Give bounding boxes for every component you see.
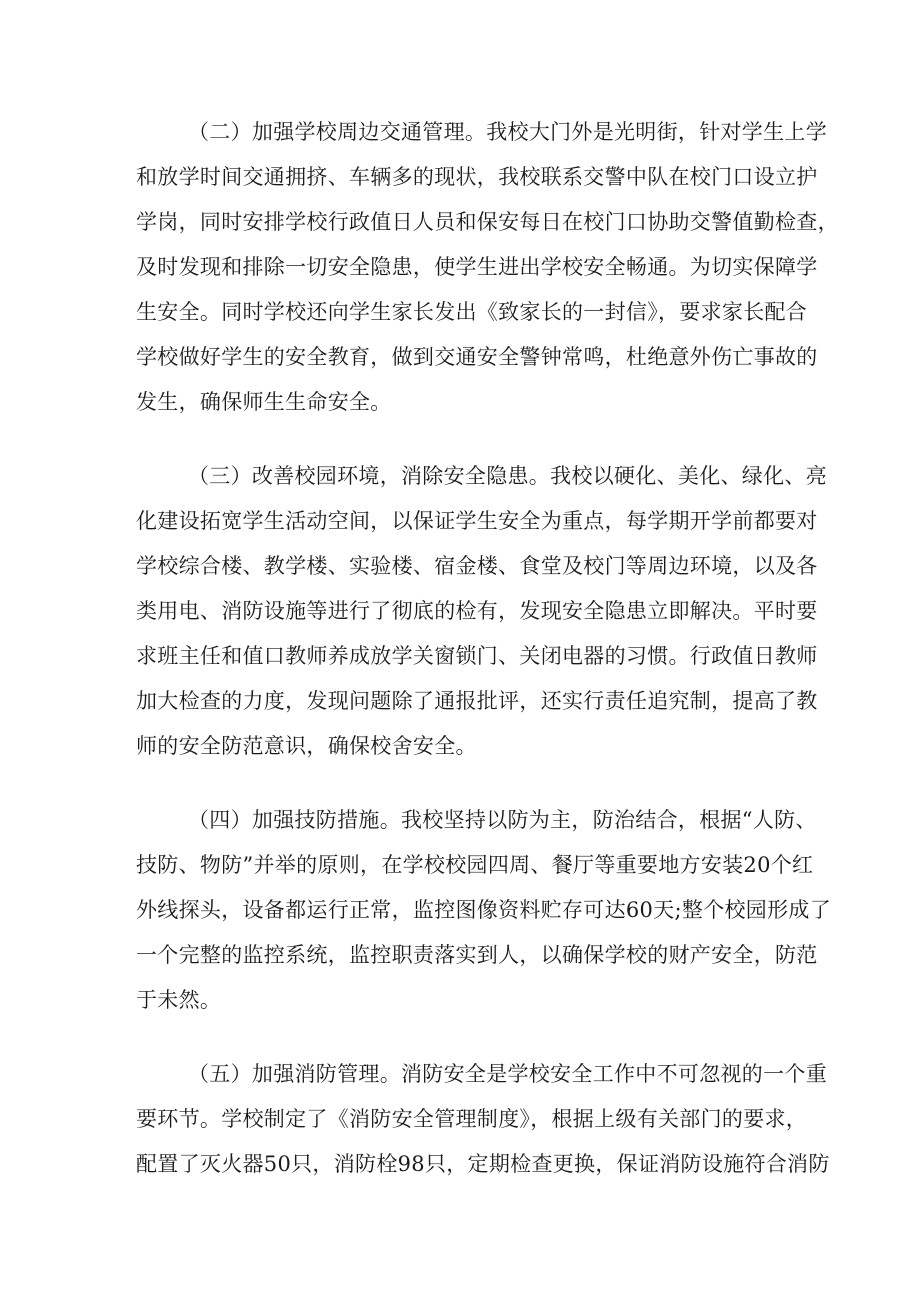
paragraph-line: 配置了灭火器50只，消防栓98只，定期检查更换，保证消防设施符合消防 (136, 1152, 830, 1176)
paragraph-line: 外线探头，设备都运行正常，监控图像资料贮存可达60天;整个校园形成了 (136, 898, 831, 922)
paragraph-line: （二）加强学校周边交通管理。我校大门外是光明街，针对学生上学 (188, 120, 827, 144)
paragraph-line: 发生，确保师生生命安全。 (136, 390, 392, 414)
paragraph-line: 生安全。同时学校还向学生家长发出《致家长的一封信》，要求家长配合 (136, 300, 808, 324)
paragraph-line: 技防、物防”并举的原则，在学校校园四周、餐厅等重要地方安装20个红 (136, 853, 814, 877)
paragraph-line: 求班主任和值口教师养成放学关窗锁门、关闭电器的习惯。行政值日教师 (136, 644, 818, 668)
paragraph-line: 师的安全防范意识，确保校舍安全。 (136, 734, 477, 758)
paragraph-line: 学校综合楼、教学楼、实验楼、宿金楼、食堂及校门等周边环境，以及各 (136, 554, 818, 578)
paragraph-line: 学岗，同时安排学校行政值日人员和保安每日在校门口协助交警值勤检查， (136, 210, 839, 234)
paragraph-line: 类用电、消防设施等进行了彻底的检有，发现安全隐患立即解决。平时要 (136, 599, 818, 623)
paragraph-line: 及时发现和排除一切安全隐患，使学生进出学校安全畅通。为切实保障学 (136, 255, 818, 279)
paragraph-line: （四）加强技防措施。我校坚持以防为主，防治结合，根据“人防、 (188, 808, 817, 832)
paragraph-line: 要环节。学校制定了《消防安全管理制度》，根据上级有关部门的要求， (136, 1107, 808, 1131)
paragraph-line: 加大检查的力度，发现问题除了通报批评，还实行责任追究制，提高了教 (136, 689, 818, 713)
paragraph-line: 和放学时间交通拥挤、车辆多的现状，我校联系交警中队在校门口设立护 (136, 165, 818, 189)
paragraph-line: 学校做好学生的安全教育，做到交通安全警钟常鸣，杜绝意外伤亡事故的 (136, 345, 818, 369)
paragraph-line: （五）加强消防管理。消防安全是学校安全工作中不可忽视的一个重 (188, 1062, 827, 1086)
paragraph-line: 一个完整的监控系统，监控职责落实到人，以确保学校的财产安全，防范 (136, 943, 818, 967)
paragraph-line: （三）改善校园环境，消除安全隐患。我校以硬化、美化、绿化、亮 (188, 464, 827, 488)
paragraph-line: 化建设拓宽学生活动空间，以保证学生安全为重点，每学期开学前都要对 (136, 509, 818, 533)
paragraph-line: 于未然。 (136, 988, 222, 1012)
